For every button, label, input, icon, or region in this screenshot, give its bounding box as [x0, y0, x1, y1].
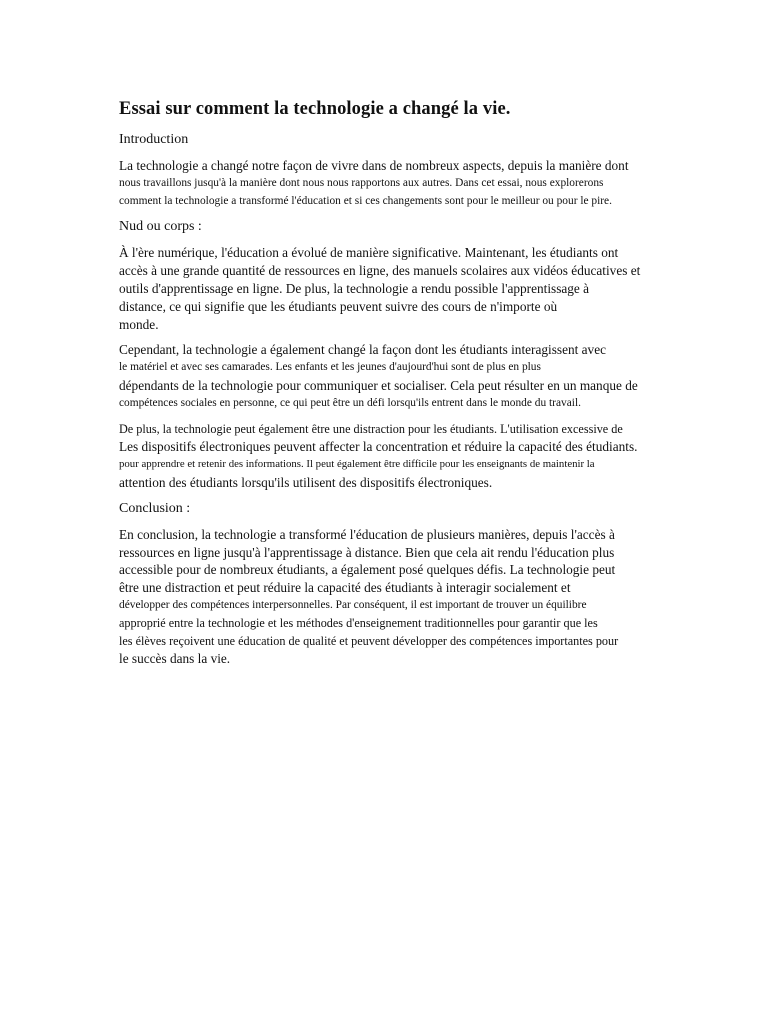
text-line: être une distraction et peut réduire la capacité des étudiants à interagir socialement et — [119, 580, 571, 596]
conclusion-heading: Conclusion : — [119, 500, 191, 516]
body-paragraph-2 — [119, 341, 675, 412]
text-line: En conclusion, la technologie a transformé l'éducation de plusieurs manières, depuis l'accès à — [119, 526, 615, 542]
text-line: accessible pour de nombreux étudiants, a également posé quelques défis. La technologie peut — [119, 562, 616, 578]
text-line: compétences sociales en personne, ce qui peut être un défi lorsqu'ils entrent dans le monde du travail. — [119, 396, 581, 409]
body-paragraph-1 — [119, 244, 675, 333]
text-line: attention des étudiants lorsqu'ils utilisent des dispositifs électroniques. — [119, 474, 493, 490]
body-paragraph-3 — [119, 421, 675, 492]
text-line: développer des compétences interpersonnelles. Par conséquent, il est important de trouver un équilibre — [119, 598, 587, 611]
text-line: le succès dans la vie. — [119, 651, 231, 667]
text-line: le matériel et avec ses camarades. Les enfants et les jeunes d'aujourd'hui sont de plus en plus — [119, 361, 541, 374]
document-title: Essai sur comment la technologie a changé la vie. — [119, 99, 511, 119]
text-line: dépendants de la technologie pour communiquer et socialiser. Cela peut résulter en un manque de — [119, 377, 638, 393]
text-line: Les dispositifs électroniques peuvent affecter la concentration et réduire la capacité des étudiants. — [119, 439, 638, 455]
text-line: accès à une grande quantité de ressources en ligne, des manuels scolaires aux vidéos éducatives et — [119, 263, 641, 279]
text-line: distance, ce qui signifie que les étudiants peuvent suivre des cours de n'importe où — [119, 298, 558, 314]
introduction-paragraph — [119, 157, 675, 210]
text-line: nous travaillons jusqu'à la manière dont nous nous rapportons aux autres. Dans cet essai, nous explorerons — [119, 176, 604, 189]
text-line: outils d'apprentissage en ligne. De plus, la technologie a rendu possible l'apprentissage à — [119, 280, 590, 296]
text-line: comment la technologie a transformé l'éducation et si ces changements sont pour le meilleur ou pour le pire. — [119, 194, 612, 207]
text-line: monde. — [119, 316, 159, 332]
text-line: pour apprendre et retenir des informations. Il peut également être difficile pour les enseignants de maintenir la — [119, 458, 595, 471]
text-line: De plus, la technologie peut également être une distraction pour les étudiants. L'utilisation excessive de — [119, 421, 623, 436]
text-line: La technologie a changé notre façon de vivre dans de nombreux aspects, depuis la manière dont — [119, 158, 629, 173]
text-line: approprié entre la technologie et les méthodes d'enseignement traditionnelles pour garantir que les — [119, 615, 598, 630]
introduction-heading: Introduction — [119, 132, 189, 147]
document-page — [119, 96, 675, 676]
text-line: À l'ère numérique, l'éducation a évolué de manière significative. Maintenant, les étudiants ont — [119, 245, 619, 261]
text-line: ressources en ligne jusqu'à l'apprentissage à distance. Bien que cela ait rendu l'éducation plus — [119, 544, 615, 560]
body-heading: Nud ou corps : — [119, 219, 202, 235]
text-line: Cependant, la technologie a également changé la façon dont les étudiants interagissent avec — [119, 342, 606, 358]
conclusion-paragraph — [119, 526, 675, 668]
text-line: les élèves reçoivent une éducation de qualité et peuvent développer des compétences importantes pour — [119, 633, 619, 648]
